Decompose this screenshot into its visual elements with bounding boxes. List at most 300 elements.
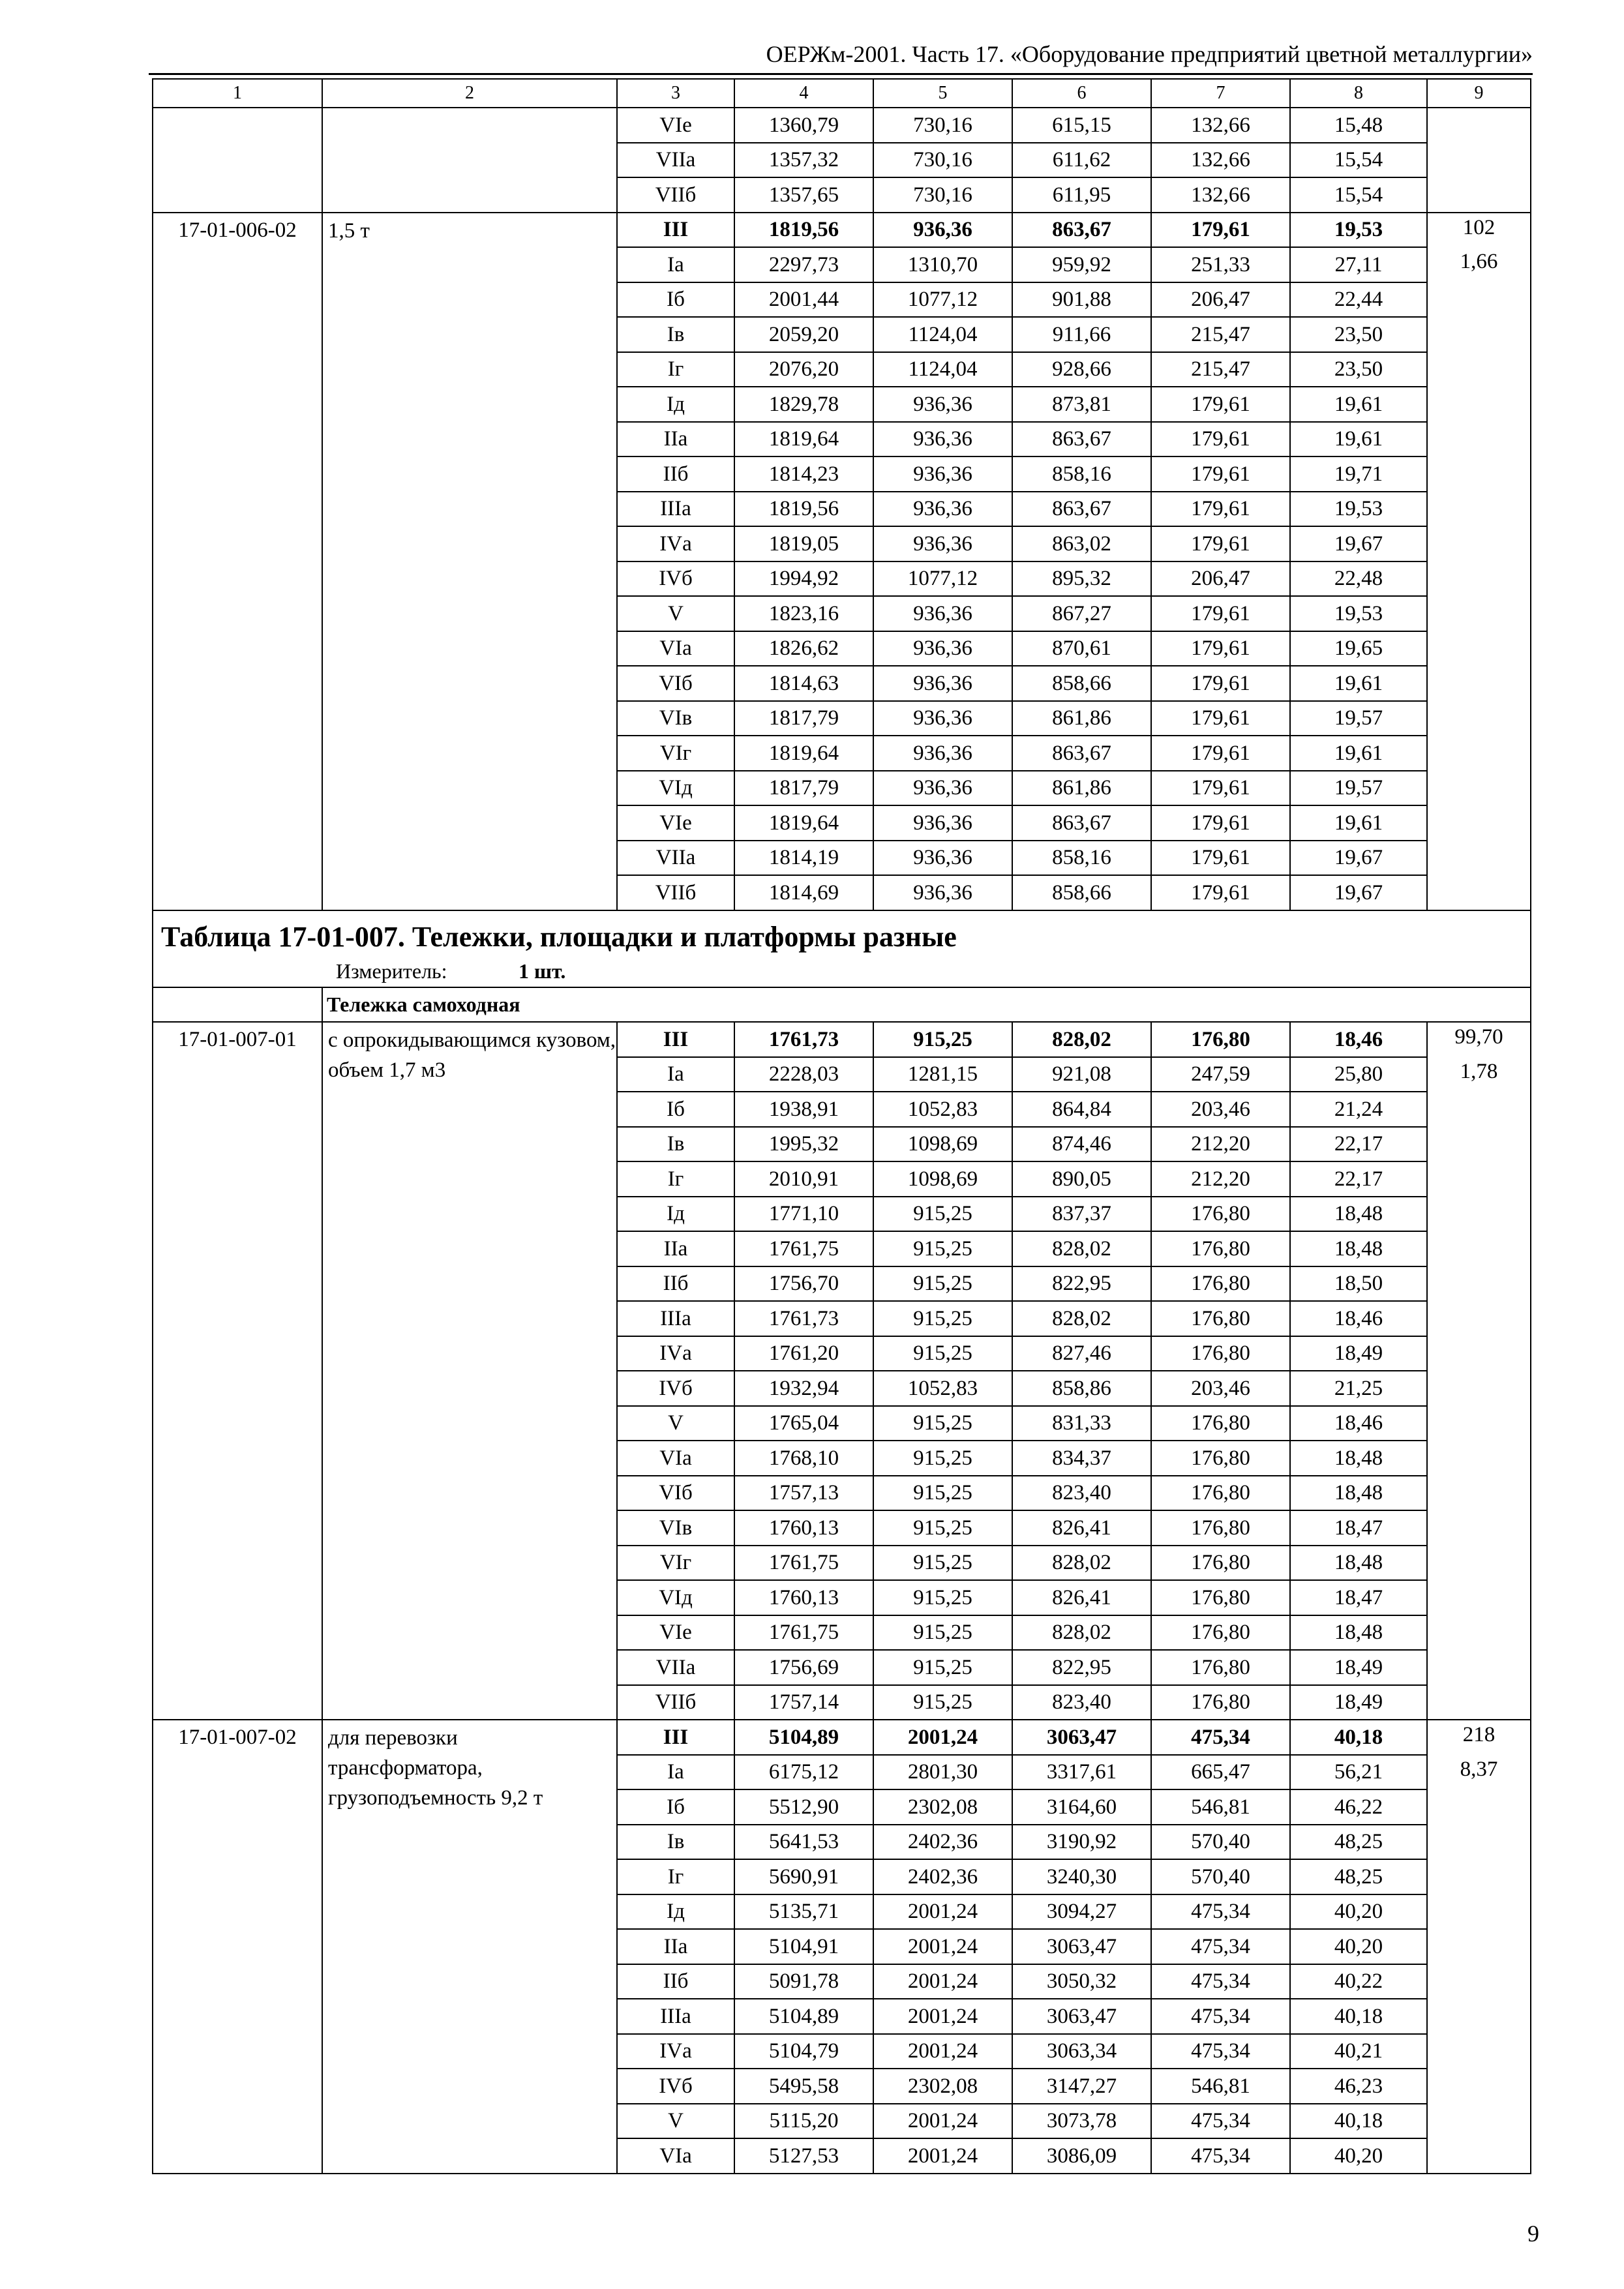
machines-cell: 611,95 <box>1012 177 1151 213</box>
extra-cell <box>1427 2069 1531 2104</box>
total-cost-cell: 1761,73 <box>734 1022 873 1057</box>
total-cost-cell: 5135,71 <box>734 1894 873 1930</box>
wages-cell: 730,16 <box>873 108 1012 143</box>
wages-cell: 2001,24 <box>873 1720 1012 1755</box>
price-zone-cell: Iг <box>617 1859 734 1894</box>
materials-cell: 40,22 <box>1290 1964 1427 1999</box>
materials-cell: 19,57 <box>1290 701 1427 736</box>
materials-cell: 22,17 <box>1290 1161 1427 1197</box>
page-number: 9 <box>1527 2221 1539 2247</box>
machinist-wages-cell: 212,20 <box>1151 1161 1290 1197</box>
blank-cell <box>153 987 322 1023</box>
wages-cell: 730,16 <box>873 177 1012 213</box>
extra-cell <box>1427 317 1531 352</box>
wages-cell: 730,16 <box>873 143 1012 178</box>
machinist-wages-cell: 215,47 <box>1151 317 1290 352</box>
price-zone-cell: VIIа <box>617 143 734 178</box>
extra-cell <box>1427 1092 1531 1127</box>
materials-cell: 18,48 <box>1290 1546 1427 1581</box>
machines-cell: 861,86 <box>1012 771 1151 806</box>
materials-cell: 18,49 <box>1290 1650 1427 1685</box>
extra-cell <box>1427 1266 1531 1302</box>
total-cost-cell: 1826,62 <box>734 631 873 666</box>
price-zone-cell: IIб <box>617 1964 734 1999</box>
materials-cell: 40,20 <box>1290 2138 1427 2174</box>
price-zone-cell: Iд <box>617 387 734 422</box>
extra-value-1: 102 <box>1427 213 1531 248</box>
total-cost-cell: 2010,91 <box>734 1161 873 1197</box>
machines-cell: 928,66 <box>1012 352 1151 387</box>
wages-cell: 936,36 <box>873 736 1012 771</box>
price-zone-cell: IIIа <box>617 492 734 527</box>
wages-cell: 915,25 <box>873 1441 1012 1476</box>
materials-cell: 40,18 <box>1290 2104 1427 2139</box>
wages-cell: 915,25 <box>873 1650 1012 1685</box>
wages-cell: 915,25 <box>873 1336 1012 1371</box>
total-cost-cell: 1757,13 <box>734 1476 873 1511</box>
materials-cell: 40,18 <box>1290 1720 1427 1755</box>
total-cost-cell: 1932,94 <box>734 1371 873 1406</box>
price-zone-cell: IVа <box>617 1336 734 1371</box>
wages-cell: 936,36 <box>873 213 1012 248</box>
machines-cell: 831,33 <box>1012 1406 1151 1441</box>
extra-cell <box>1427 1441 1531 1476</box>
wages-cell: 1281,15 <box>873 1057 1012 1092</box>
materials-cell: 19,53 <box>1290 596 1427 631</box>
machines-cell: 863,67 <box>1012 805 1151 841</box>
materials-cell: 40,20 <box>1290 1929 1427 1964</box>
total-cost-cell: 1819,56 <box>734 213 873 248</box>
wages-cell: 2302,08 <box>873 1789 1012 1825</box>
extra-cell <box>1427 666 1531 701</box>
materials-cell: 22,17 <box>1290 1127 1427 1162</box>
item-description: с опрокидывающимся кузовом, объем 1,7 м3 <box>322 1022 617 1720</box>
wages-cell: 915,25 <box>873 1266 1012 1302</box>
wages-cell: 2402,36 <box>873 1825 1012 1860</box>
machines-cell: 611,62 <box>1012 143 1151 178</box>
machines-cell: 3063,47 <box>1012 1999 1151 2034</box>
materials-cell: 18,50 <box>1290 1266 1427 1302</box>
extra-cell <box>1427 1825 1531 1860</box>
wages-cell: 936,36 <box>873 387 1012 422</box>
materials-cell: 23,50 <box>1290 317 1427 352</box>
machines-cell: 615,15 <box>1012 108 1151 143</box>
header-rule <box>149 73 1533 75</box>
total-cost-cell: 1761,75 <box>734 1546 873 1581</box>
extra-cell <box>1427 2104 1531 2139</box>
price-zone-cell: Iа <box>617 247 734 282</box>
total-cost-cell: 5127,53 <box>734 2138 873 2174</box>
machines-cell: 828,02 <box>1012 1615 1151 1651</box>
machines-cell: 959,92 <box>1012 247 1151 282</box>
total-cost-cell: 5690,91 <box>734 1859 873 1894</box>
wages-cell: 2402,36 <box>873 1859 1012 1894</box>
materials-cell: 18,46 <box>1290 1406 1427 1441</box>
price-zone-cell: VIб <box>617 666 734 701</box>
machines-cell: 858,66 <box>1012 875 1151 910</box>
extra-cell <box>1427 1127 1531 1162</box>
extra-value-2: 8,37 <box>1427 1755 1531 1790</box>
wages-cell: 2001,24 <box>873 1929 1012 1964</box>
extra-cell <box>1427 177 1531 213</box>
machines-cell: 864,84 <box>1012 1092 1151 1127</box>
total-cost-cell: 1829,78 <box>734 387 873 422</box>
extra-value-1: 218 <box>1427 1720 1531 1755</box>
machinist-wages-cell: 179,61 <box>1151 422 1290 457</box>
wages-cell: 2302,08 <box>873 2069 1012 2104</box>
machinist-wages-cell: 475,34 <box>1151 1929 1290 1964</box>
machines-cell: 901,88 <box>1012 282 1151 318</box>
machines-cell: 822,95 <box>1012 1266 1151 1302</box>
extra-cell <box>1427 1161 1531 1197</box>
materials-cell: 19,61 <box>1290 422 1427 457</box>
total-cost-cell: 5104,89 <box>734 1720 873 1755</box>
total-cost-cell: 1994,92 <box>734 561 873 597</box>
machinist-wages-cell: 215,47 <box>1151 352 1290 387</box>
total-cost-cell: 5104,89 <box>734 1999 873 2034</box>
price-zone-cell: Iв <box>617 1825 734 1860</box>
wages-cell: 936,36 <box>873 666 1012 701</box>
total-cost-cell: 1819,05 <box>734 526 873 561</box>
total-cost-cell: 5104,91 <box>734 1929 873 1964</box>
machines-cell: 858,86 <box>1012 1371 1151 1406</box>
extra-cell <box>1427 1546 1531 1581</box>
materials-cell: 18,48 <box>1290 1441 1427 1476</box>
price-zone-cell: VIа <box>617 631 734 666</box>
materials-cell: 19,67 <box>1290 841 1427 876</box>
wages-cell: 915,25 <box>873 1022 1012 1057</box>
materials-cell: 19,67 <box>1290 526 1427 561</box>
machines-cell: 826,41 <box>1012 1580 1151 1615</box>
machinist-wages-cell: 176,80 <box>1151 1266 1290 1302</box>
price-zone-cell: Iд <box>617 1197 734 1232</box>
wages-cell: 915,25 <box>873 1406 1012 1441</box>
materials-cell: 18,48 <box>1290 1197 1427 1232</box>
machinist-wages-cell: 570,40 <box>1151 1825 1290 1860</box>
wages-cell: 1077,12 <box>873 282 1012 318</box>
machines-cell: 3164,60 <box>1012 1789 1151 1825</box>
materials-cell: 19,61 <box>1290 736 1427 771</box>
wages-cell: 915,25 <box>873 1510 1012 1546</box>
machines-cell: 823,40 <box>1012 1476 1151 1511</box>
wages-cell: 915,25 <box>873 1615 1012 1651</box>
machinist-wages-cell: 179,61 <box>1151 456 1290 492</box>
total-cost-cell: 1357,32 <box>734 143 873 178</box>
machinist-wages-cell: 247,59 <box>1151 1057 1290 1092</box>
price-zone-cell: Iб <box>617 1092 734 1127</box>
machinist-wages-cell: 179,61 <box>1151 701 1290 736</box>
total-cost-cell: 1761,75 <box>734 1231 873 1266</box>
total-cost-cell: 2297,73 <box>734 247 873 282</box>
column-number: 5 <box>873 79 1012 108</box>
price-zone-cell: IVа <box>617 2034 734 2069</box>
price-zone-cell: Iа <box>617 1057 734 1092</box>
price-zone-cell: VIIб <box>617 875 734 910</box>
machinist-wages-cell: 251,33 <box>1151 247 1290 282</box>
machinist-wages-cell: 176,80 <box>1151 1546 1290 1581</box>
machines-cell: 3050,32 <box>1012 1964 1151 1999</box>
wages-cell: 936,36 <box>873 875 1012 910</box>
machinist-wages-cell: 475,34 <box>1151 1999 1290 2034</box>
wages-cell: 936,36 <box>873 771 1012 806</box>
wages-cell: 2801,30 <box>873 1755 1012 1790</box>
materials-cell: 40,20 <box>1290 1894 1427 1930</box>
price-zone-cell: IIIа <box>617 1301 734 1336</box>
price-zone-cell: V <box>617 2104 734 2139</box>
price-zone-cell: V <box>617 596 734 631</box>
column-number: 6 <box>1012 79 1151 108</box>
subheading: Тележка самоходная <box>322 987 1531 1023</box>
extra-cell <box>1427 736 1531 771</box>
machinist-wages-cell: 179,61 <box>1151 805 1290 841</box>
column-number: 3 <box>617 79 734 108</box>
materials-cell: 19,67 <box>1290 875 1427 910</box>
machinist-wages-cell: 176,80 <box>1151 1406 1290 1441</box>
wages-cell: 1052,83 <box>873 1371 1012 1406</box>
machinist-wages-cell: 179,61 <box>1151 841 1290 876</box>
materials-cell: 19,57 <box>1290 771 1427 806</box>
extra-cell <box>1427 875 1531 910</box>
price-zone-cell: IVб <box>617 1371 734 1406</box>
machines-cell: 921,08 <box>1012 1057 1151 1092</box>
extra-cell <box>1427 2034 1531 2069</box>
machines-cell: 895,32 <box>1012 561 1151 597</box>
machinist-wages-cell: 546,81 <box>1151 2069 1290 2104</box>
extra-cell <box>1427 1197 1531 1232</box>
materials-cell: 46,23 <box>1290 2069 1427 2104</box>
price-zone-cell: Iв <box>617 317 734 352</box>
column-number: 4 <box>734 79 873 108</box>
machines-cell: 3063,47 <box>1012 1929 1151 1964</box>
materials-cell: 15,48 <box>1290 108 1427 143</box>
extra-value-2: 1,78 <box>1427 1057 1531 1092</box>
price-zone-cell: VIIб <box>617 1685 734 1720</box>
total-cost-cell: 1761,20 <box>734 1336 873 1371</box>
machinist-wages-cell: 176,80 <box>1151 1580 1290 1615</box>
column-number-row <box>153 79 1531 108</box>
wages-cell: 915,25 <box>873 1546 1012 1581</box>
extra-cell <box>1427 841 1531 876</box>
price-zone-cell: VIд <box>617 771 734 806</box>
machines-cell: 870,61 <box>1012 631 1151 666</box>
total-cost-cell: 5512,90 <box>734 1789 873 1825</box>
extra-cell <box>1427 701 1531 736</box>
extra-cell <box>1427 1336 1531 1371</box>
column-number: 8 <box>1290 79 1427 108</box>
machines-cell: 3240,30 <box>1012 1859 1151 1894</box>
price-zone-cell: III <box>617 1720 734 1755</box>
wages-cell: 1124,04 <box>873 352 1012 387</box>
wages-cell: 936,36 <box>873 841 1012 876</box>
machines-cell: 863,02 <box>1012 526 1151 561</box>
wages-cell: 2001,24 <box>873 1999 1012 2034</box>
materials-cell: 18,46 <box>1290 1301 1427 1336</box>
machines-cell: 3086,09 <box>1012 2138 1151 2174</box>
price-zone-cell: VIIа <box>617 841 734 876</box>
wages-cell: 936,36 <box>873 631 1012 666</box>
price-zone-cell: IIб <box>617 1266 734 1302</box>
extra-cell <box>1427 1580 1531 1615</box>
unit-value: 1 шт. <box>519 959 566 983</box>
total-cost-cell: 1768,10 <box>734 1441 873 1476</box>
extra-cell <box>1427 352 1531 387</box>
total-cost-cell: 5495,58 <box>734 2069 873 2104</box>
wages-cell: 1098,69 <box>873 1161 1012 1197</box>
total-cost-cell: 1819,64 <box>734 736 873 771</box>
materials-cell: 25,80 <box>1290 1057 1427 1092</box>
extra-cell <box>1427 805 1531 841</box>
price-zone-cell: VIе <box>617 1615 734 1651</box>
machinist-wages-cell: 212,20 <box>1151 1127 1290 1162</box>
materials-cell: 19,61 <box>1290 387 1427 422</box>
item-description: 1,5 т <box>322 213 617 910</box>
wages-cell: 2001,24 <box>873 2138 1012 2174</box>
total-cost-cell: 1814,19 <box>734 841 873 876</box>
total-cost-cell: 1819,64 <box>734 422 873 457</box>
total-cost-cell: 1823,16 <box>734 596 873 631</box>
machines-cell: 834,37 <box>1012 1441 1151 1476</box>
total-cost-cell: 1938,91 <box>734 1092 873 1127</box>
machines-cell: 3063,47 <box>1012 1720 1151 1755</box>
unit-line <box>161 955 1530 987</box>
machines-cell: 3317,61 <box>1012 1755 1151 1790</box>
table-heading <box>153 910 1531 987</box>
machines-cell: 858,16 <box>1012 841 1151 876</box>
table-heading-row <box>153 910 1531 987</box>
extra-value-2: 1,66 <box>1427 247 1531 282</box>
machinist-wages-cell: 206,47 <box>1151 561 1290 597</box>
total-cost-cell: 1771,10 <box>734 1197 873 1232</box>
total-cost-cell: 1761,75 <box>734 1615 873 1651</box>
total-cost-cell: 1814,69 <box>734 875 873 910</box>
machines-cell: 3094,27 <box>1012 1894 1151 1930</box>
price-zone-cell: IIIа <box>617 1999 734 2034</box>
table-row <box>153 108 1531 143</box>
total-cost-cell: 1765,04 <box>734 1406 873 1441</box>
machines-cell: 874,46 <box>1012 1127 1151 1162</box>
machines-cell: 863,67 <box>1012 422 1151 457</box>
wages-cell: 2001,24 <box>873 1894 1012 1930</box>
machines-cell: 890,05 <box>1012 1161 1151 1197</box>
machinist-wages-cell: 203,46 <box>1151 1092 1290 1127</box>
total-cost-cell: 5091,78 <box>734 1964 873 1999</box>
price-zone-cell: VIд <box>617 1580 734 1615</box>
machinist-wages-cell: 546,81 <box>1151 1789 1290 1825</box>
machines-cell: 837,37 <box>1012 1197 1151 1232</box>
machinist-wages-cell: 203,46 <box>1151 1371 1290 1406</box>
machinist-wages-cell: 176,80 <box>1151 1231 1290 1266</box>
price-zone-cell: VIб <box>617 1476 734 1511</box>
machinist-wages-cell: 206,47 <box>1151 282 1290 318</box>
materials-cell: 48,25 <box>1290 1825 1427 1860</box>
extra-cell <box>1427 1615 1531 1651</box>
price-zone-cell: VIа <box>617 1441 734 1476</box>
total-cost-cell: 5641,53 <box>734 1825 873 1860</box>
price-zone-cell: V <box>617 1406 734 1441</box>
price-zone-cell: VIIа <box>617 1650 734 1685</box>
machinist-wages-cell: 176,80 <box>1151 1650 1290 1685</box>
machinist-wages-cell: 179,61 <box>1151 771 1290 806</box>
machines-cell: 828,02 <box>1012 1231 1151 1266</box>
materials-cell: 40,18 <box>1290 1999 1427 2034</box>
machinist-wages-cell: 176,80 <box>1151 1197 1290 1232</box>
materials-cell: 21,25 <box>1290 1371 1427 1406</box>
wages-cell: 1098,69 <box>873 1127 1012 1162</box>
machinist-wages-cell: 179,61 <box>1151 736 1290 771</box>
machinist-wages-cell: 179,61 <box>1151 526 1290 561</box>
machinist-wages-cell: 132,66 <box>1151 108 1290 143</box>
total-cost-cell: 1760,13 <box>734 1580 873 1615</box>
machines-cell: 867,27 <box>1012 596 1151 631</box>
column-number: 7 <box>1151 79 1290 108</box>
machinist-wages-cell: 132,66 <box>1151 177 1290 213</box>
machinist-wages-cell: 179,61 <box>1151 631 1290 666</box>
extra-cell <box>1427 561 1531 597</box>
extra-value-1: 99,70 <box>1427 1022 1531 1057</box>
machinist-wages-cell: 179,61 <box>1151 666 1290 701</box>
extra-cell <box>1427 1894 1531 1930</box>
extra-cell <box>1427 282 1531 318</box>
price-zone-cell: VIе <box>617 108 734 143</box>
machines-cell: 827,46 <box>1012 1336 1151 1371</box>
extra-cell <box>1427 1685 1531 1720</box>
total-cost-cell: 1819,56 <box>734 492 873 527</box>
wages-cell: 936,36 <box>873 701 1012 736</box>
materials-cell: 18,47 <box>1290 1510 1427 1546</box>
materials-cell: 22,48 <box>1290 561 1427 597</box>
machines-cell: 911,66 <box>1012 317 1151 352</box>
table-row <box>153 1022 1531 1057</box>
extra-cell <box>1427 1406 1531 1441</box>
materials-cell: 19,61 <box>1290 805 1427 841</box>
materials-cell: 18,48 <box>1290 1476 1427 1511</box>
column-number: 9 <box>1427 79 1531 108</box>
price-zone-cell: Iб <box>617 1789 734 1825</box>
machinist-wages-cell: 176,80 <box>1151 1510 1290 1546</box>
machines-cell: 822,95 <box>1012 1650 1151 1685</box>
machines-cell: 858,66 <box>1012 666 1151 701</box>
wages-cell: 1310,70 <box>873 247 1012 282</box>
item-code: 17-01-007-01 <box>153 1022 322 1720</box>
materials-cell: 23,50 <box>1290 352 1427 387</box>
price-zone-cell: Iд <box>617 1894 734 1930</box>
total-cost-cell: 2228,03 <box>734 1057 873 1092</box>
materials-cell: 19,65 <box>1290 631 1427 666</box>
extra-cell <box>1427 1650 1531 1685</box>
machines-cell: 873,81 <box>1012 387 1151 422</box>
price-zone-cell: Iг <box>617 1161 734 1197</box>
materials-cell: 19,53 <box>1290 492 1427 527</box>
extra-cell <box>1427 1999 1531 2034</box>
description-cell <box>322 108 617 213</box>
materials-cell: 18,47 <box>1290 1580 1427 1615</box>
materials-cell: 40,21 <box>1290 2034 1427 2069</box>
price-zone-cell: III <box>617 1022 734 1057</box>
total-cost-cell: 6175,12 <box>734 1755 873 1790</box>
machines-cell: 828,02 <box>1012 1301 1151 1336</box>
materials-cell: 15,54 <box>1290 177 1427 213</box>
price-zone-cell: III <box>617 213 734 248</box>
total-cost-cell: 1761,73 <box>734 1301 873 1336</box>
machines-cell: 3190,92 <box>1012 1825 1151 1860</box>
total-cost-cell: 1760,13 <box>734 1510 873 1546</box>
extra-cell <box>1427 1964 1531 1999</box>
price-zone-cell: IVа <box>617 526 734 561</box>
price-zone-cell: Iб <box>617 282 734 318</box>
wages-cell: 936,36 <box>873 596 1012 631</box>
price-zone-cell: VIв <box>617 701 734 736</box>
extra-cell <box>1427 771 1531 806</box>
